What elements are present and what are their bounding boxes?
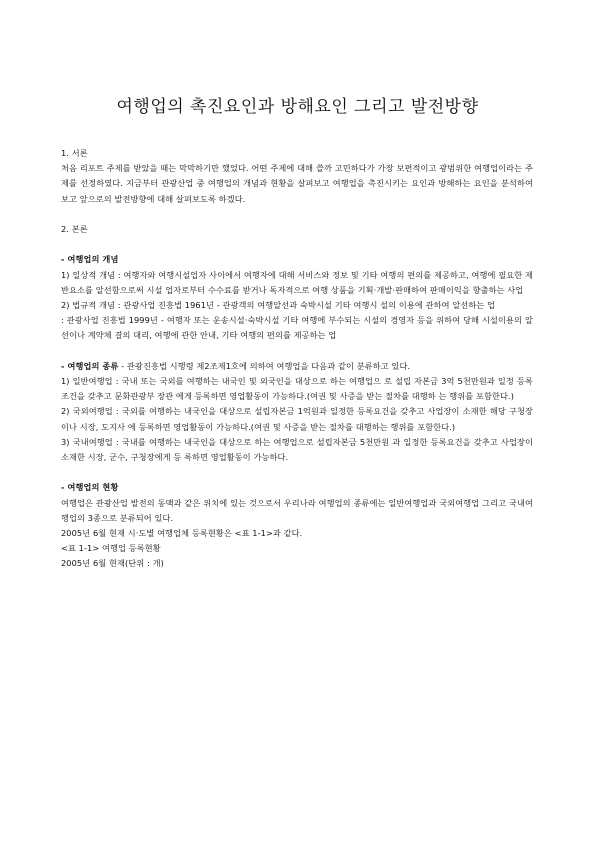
types-item-3: 3) 국내여행업 : 국내를 여행하는 내국인을 대상으로 하는 여행업으로 설립자본금 5천만원 과 일정한 등록요건을 갖추고 사업장이 소재한 시장, 군수, 구청장에게 등 록하면 영업활동이 가능하다. (61, 436, 533, 463)
document-body (61, 146, 533, 572)
concept-item-3: : 관광사업 진흥법 1999년 - 여행자 또는 운송시설·숙박시설 기타 여행에 부수되는 시설의 경영자 등을 위하여 당해 시설이용의 알선이나 계약체 결의 대리, 여행에 관한 안내, 기타 여행의 편의를 제공하는 업 (61, 315, 533, 341)
status-line-1: 2005년 6월 현재 시·도별 여행업체 등록현황은 <표 1-1>과 같다. (61, 528, 303, 539)
types-item-1: 1) 일반여행업 : 국내 또는 국외를 여행하는 내국인 및 외국인을 대상으로 하는 여행업으 로 설립 자본금 3억 5천만원과 일정 등록조건을 갖추고 문화관광부 장관 에게 등록하면 영업활동이 가능하다.(여권 및 사증을 받는 절차를 대행하 는 행위를 포함한다.) (61, 376, 533, 402)
status-heading: - 여행업의 현황 (61, 482, 119, 493)
types-item-2: 2) 국외여행업 : 국외를 여행하는 내국인을 대상으로 설립자본금 1억원과 일정한 등록요건을 갖추고 사업장이 소재한 해당 구청장이나 시장, 도지사 에 등록하면 영업활동이 가능하다.(여권 및 사증을 받는 절차를 대행하는 행위를 포함한다.) (61, 406, 533, 432)
types-intro: - 관광진흥법 시행령 제2조제1호에 의하여 여행업을 다음과 같이 분류하고 있다. (118, 360, 411, 371)
table-unit-note: 2005년 6월 현재(단위 : 개) (61, 558, 164, 569)
concept-item-1: 1) 일상적 개념 : 여행자와 여행시설업자 사이에서 여행자에 대해 서비스와 정보 및 기타 여행의 편의를 제공하고, 여행에 필요한 제반요소를 알선함으로써 시설 업자로부터 수수료를 받거나 독자적으로 여행 상품을 기획·개발·판매하여 판매이익을 향출하는 사업 (61, 269, 533, 295)
section-1-paragraph: 처음 리포트 주제를 받았을 때는 막막하기만 했었다. 어떤 주제에 대해 쓸까 고민하다가 가장 보편적이고 광범위한 여행업이라는 주제를 선정하였다. 지금부터 관광산업 중 여행업의 개념과 현황을 살펴보고 여행업을 촉진시키는 요인과 방해하는 요인을 분석하여보고 앞으로의 발전방향에 대해 살펴보도록 하겠다. (61, 163, 533, 204)
spacer (61, 237, 533, 252)
types-heading: - 여행업의 종류 (61, 360, 119, 371)
spacer (61, 207, 533, 222)
concept-heading: - 여행업의 개념 (61, 254, 119, 265)
concept-item-2: 2) 법규적 개념 : 관광사업 진흥법 1961년 - 관광객의 여행알선과 숙박시설 기타 여행시 설의 이용에 관하여 알선하는 업 (61, 300, 496, 310)
spacer (61, 344, 533, 359)
table-caption: <표 1-1> 여행업 등록현황 (61, 543, 161, 554)
types-paragraph (61, 359, 533, 374)
section-1-heading: 1. 서론 (61, 148, 88, 158)
spacer (61, 465, 533, 480)
document-title: 여행업의 촉진요인과 방해요인 그리고 발전방향 (116, 97, 479, 117)
section-2-heading: 2. 본론 (61, 224, 88, 234)
status-paragraph: 여행업은 관광산업 발전의 동맥과 같은 위치에 있는 것으로서 우리나라 여행업의 종류에는 일반여행업과 국외여행업 그리고 국내여행업의 3종으로 분류되어 있다. (61, 497, 533, 523)
